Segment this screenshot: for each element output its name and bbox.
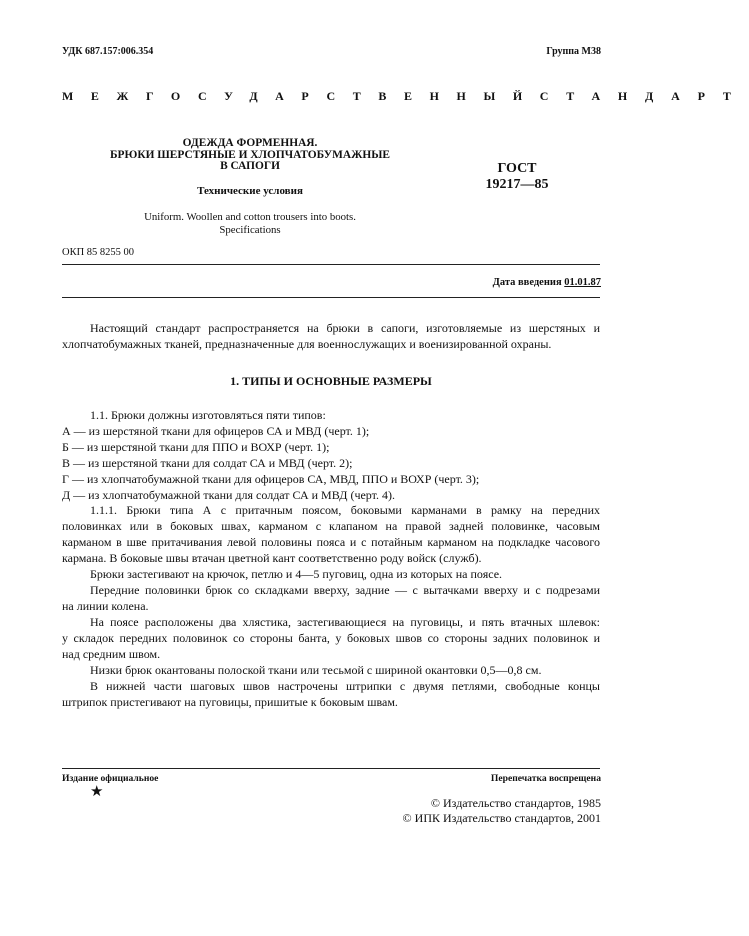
straps-line-1: В нижней части шаговых швов настрочены штрипки с двумя петлями, свободные концы — [90, 679, 600, 693]
divider — [62, 297, 600, 298]
gost-number-block — [470, 161, 564, 192]
document-subtitle: Технические условия — [197, 185, 303, 197]
divider — [62, 264, 600, 265]
belt-line-2: у складок передних половинок со стороны банта, у боковых швов со стороны задних половинок и — [62, 631, 600, 645]
footer-divider — [62, 768, 600, 769]
gost-number: 19217—85 — [485, 176, 549, 192]
intro-paragraph-line-2: хлопчатобумажных тканей, предназначенные для военнослужащих и военизированной охраны. — [62, 337, 552, 351]
introduction-date-label: Дата введения — [492, 277, 562, 288]
star-icon: ★ — [90, 784, 104, 800]
english-title-line-1: Uniform. Woollen and cotton trousers into boots. — [144, 211, 356, 223]
title-line-1: ОДЕЖДА ФОРМЕННАЯ. — [182, 137, 318, 149]
standard-word: СТАНДАРТ — [539, 89, 749, 103]
copyright-2001: © ИПК Издательство стандартов, 2001 — [402, 811, 601, 825]
item-1-1-1-line-2: половинках или в боковых швах, карманом с клапаном на правой задней половинке, часовым — [62, 519, 600, 533]
copyright-1985: © Издательство стандартов, 1985 — [430, 796, 601, 810]
type-v: В — из шерстяной ткани для солдат СА и МВД (черт. 2); — [62, 456, 353, 470]
udk-code: УДК 687.157:006.354 — [62, 46, 154, 57]
official-edition-label: Издание официальное — [62, 773, 159, 784]
reprint-prohibited-label: Перепечатка воспрещена — [490, 773, 601, 784]
introduction-date-value: 01.01.87 — [564, 277, 601, 288]
section-title: 1. ТИПЫ И ОСНОВНЫЕ РАЗМЕРЫ — [230, 374, 432, 388]
type-d: Д — из хлопчатобумажной ткани для солдат СА и МВД (черт. 4). — [62, 488, 395, 502]
title-line-2: БРЮКИ ШЕРСТЯНЫЕ И ХЛОПЧАТОБУМАЖНЫЕ — [110, 148, 390, 161]
gost-label: ГОСТ — [497, 161, 537, 176]
group-code: Группа М38 — [546, 46, 601, 57]
document-title — [62, 138, 438, 173]
introduction-date — [493, 277, 601, 288]
type-b: Б — из шерстяной ткани для ППО и ВОХР (черт. 1); — [62, 440, 330, 454]
item-1-1-1-line-1: 1.1.1. Брюки типа А с притачным поясом, боковыми карманами в рамку на передних — [90, 503, 600, 517]
item-1-1-1-line-4: кармана. В боковые швы втачан цветной кант соответственно роду войск (служб). — [62, 551, 482, 565]
type-g: Г — из хлопчатобумажной ткани для офицеров СА, МВД, ППО и ВОХР (черт. 3); — [62, 472, 480, 486]
english-title — [62, 211, 438, 236]
hem-paragraph: Низки брюк окантованы полоской ткани или тесьмой с шириной окантовки 0,5—0,8 см. — [90, 663, 542, 677]
belt-line-3: над средним швом. — [62, 647, 161, 661]
belt-line-1: На поясе расположены два хлястика, застегивающиеся на пуговицы, и пять втачных шлевок: — [90, 615, 600, 629]
intro-paragraph-line-1: Настоящий стандарт распространяется на брюки в сапоги, изготовляемые из шерстяных и — [90, 321, 600, 335]
interstate-standard-heading — [62, 89, 749, 104]
item-1-1-1-line-3: карманом в шве притачивания левой половины пояса и с потайным карманом на подкладке часового — [62, 535, 600, 549]
straps-line-2: штрипок пристегивают на пуговицы, пришитые к боковым швам. — [62, 695, 398, 709]
type-a: А — из шерстяной ткани для офицеров СА и МВД (черт. 1); — [62, 424, 370, 438]
front-halves-line-2: на линии колена. — [62, 599, 149, 613]
item-1-1: 1.1. Брюки должны изготовляться пяти типов: — [90, 408, 326, 422]
okp-code: ОКП 85 8255 00 — [62, 247, 135, 258]
english-title-line-2: Specifications — [219, 223, 281, 236]
fasten-paragraph: Брюки застегивают на крючок, петлю и 4—5 пуговиц, одна из которых на поясе. — [90, 567, 503, 581]
front-halves-line-1: Передние половинки брюк со складками вверху, задние — с вытачками вверху и с подрезами — [90, 583, 600, 597]
title-line-3: В САПОГИ — [220, 160, 280, 173]
interstate-word: МЕЖГОСУДАРСТВЕННЫЙ — [62, 89, 540, 103]
